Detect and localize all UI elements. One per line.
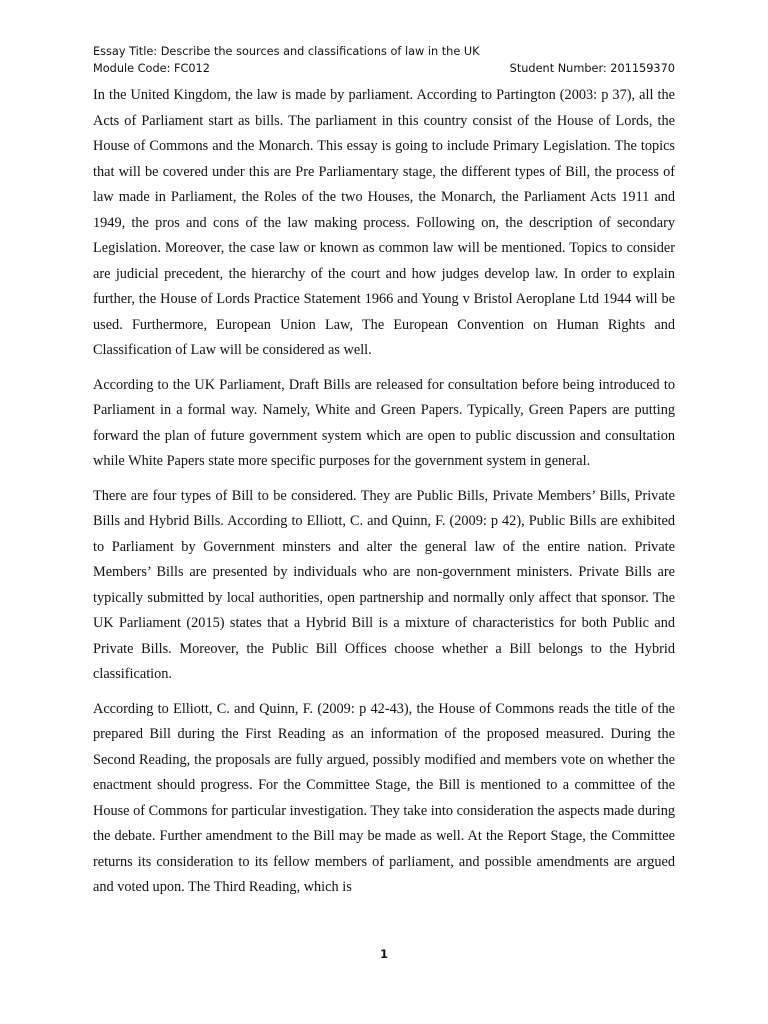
essay-body xyxy=(93,83,675,910)
page-number: 1 xyxy=(379,947,388,961)
header-title-row xyxy=(93,43,675,60)
page-header xyxy=(93,43,675,77)
paragraph-4: According to Elliott, C. and Quinn, F. (2009: p 42-43), the House of Commons reads the title of the prepared Bill during the First Reading as an information of the proposed measured. During the Second Reading, the proposals are fully argued, possibly modified and members vote on whether the enactment should progress. For the Committee Stage, the Bill is mentioned to a committee of the House of Commons for particular investigation. They take into consideration the aspects made during the debate. Further amendment to the Bill may be made as well. At the Report Stage, the Committee returns its consideration to its fellow members of parliament, and possible amendments are argued and voted upon. The Third Reading, which is xyxy=(93,700,675,895)
paragraph-1: In the United Kingdom, the law is made by parliament. According to Partington (2003: p 37), all the Acts of Parliament start as bills. The parliament in this country consist of the House of Lords, the House of Commons and the Monarch. This essay is going to include Primary Legislation. The topics that will be covered under this are Pre Parliamentary stage, the different types of Bill, the process of law made in Parliament, the Roles of the two Houses, the Monarch, the Parliament Acts 1911 and 1949, the pros and cons of the law making process. Following on, the description of secondary Legislation. Moreover, the case law or known as common law will be mentioned. Topics to consider are judicial precedent, the hierarchy of the court and how judges develop law. In order to explain further, the House of Lords Practice Statement 1966 and Young v Bristol Aeroplane Ltd 1944 will be used. Furthermore, European Union Law, The European Convention on Human Rights and Classification of Law will be considered as well. xyxy=(93,87,675,358)
student-number: Student Number: 201159370 xyxy=(509,62,675,75)
module-code: Module Code: FC012 xyxy=(93,62,210,75)
essay-title: Essay Title: Describe the sources and classifications of law in the UK xyxy=(93,45,480,58)
paragraph-2: According to the UK Parliament, Draft Bills are released for consultation before being introduced to Parliament in a formal way. Namely, White and Green Papers. Typically, Green Papers are putting forward the plan of future government system which are open to public discussion and consultation while White Papers state more specific purposes for the government system in general. xyxy=(93,376,675,469)
paragraph-3: There are four types of Bill to be considered. They are Public Bills, Private Members’ Bills, Private Bills and Hybrid Bills. According to Elliott, C. and Quinn, F. (2009: p 42), Public Bills are exhibited to Parliament by Government minsters and alter the general law of the entire nation. Private Members’ Bills are presented by individuals who are non-government ministers. Private Bills are typically submitted by local authorities, open partnership and normally only affect that sponsor. The UK Parliament (2015) states that a Hybrid Bill is a mixture of characteristics for both Public and Private Bills. Moreover, the Public Bill Offices choose whether a Bill belongs to the Hybrid classification. xyxy=(93,487,675,682)
header-meta-row xyxy=(93,60,675,77)
